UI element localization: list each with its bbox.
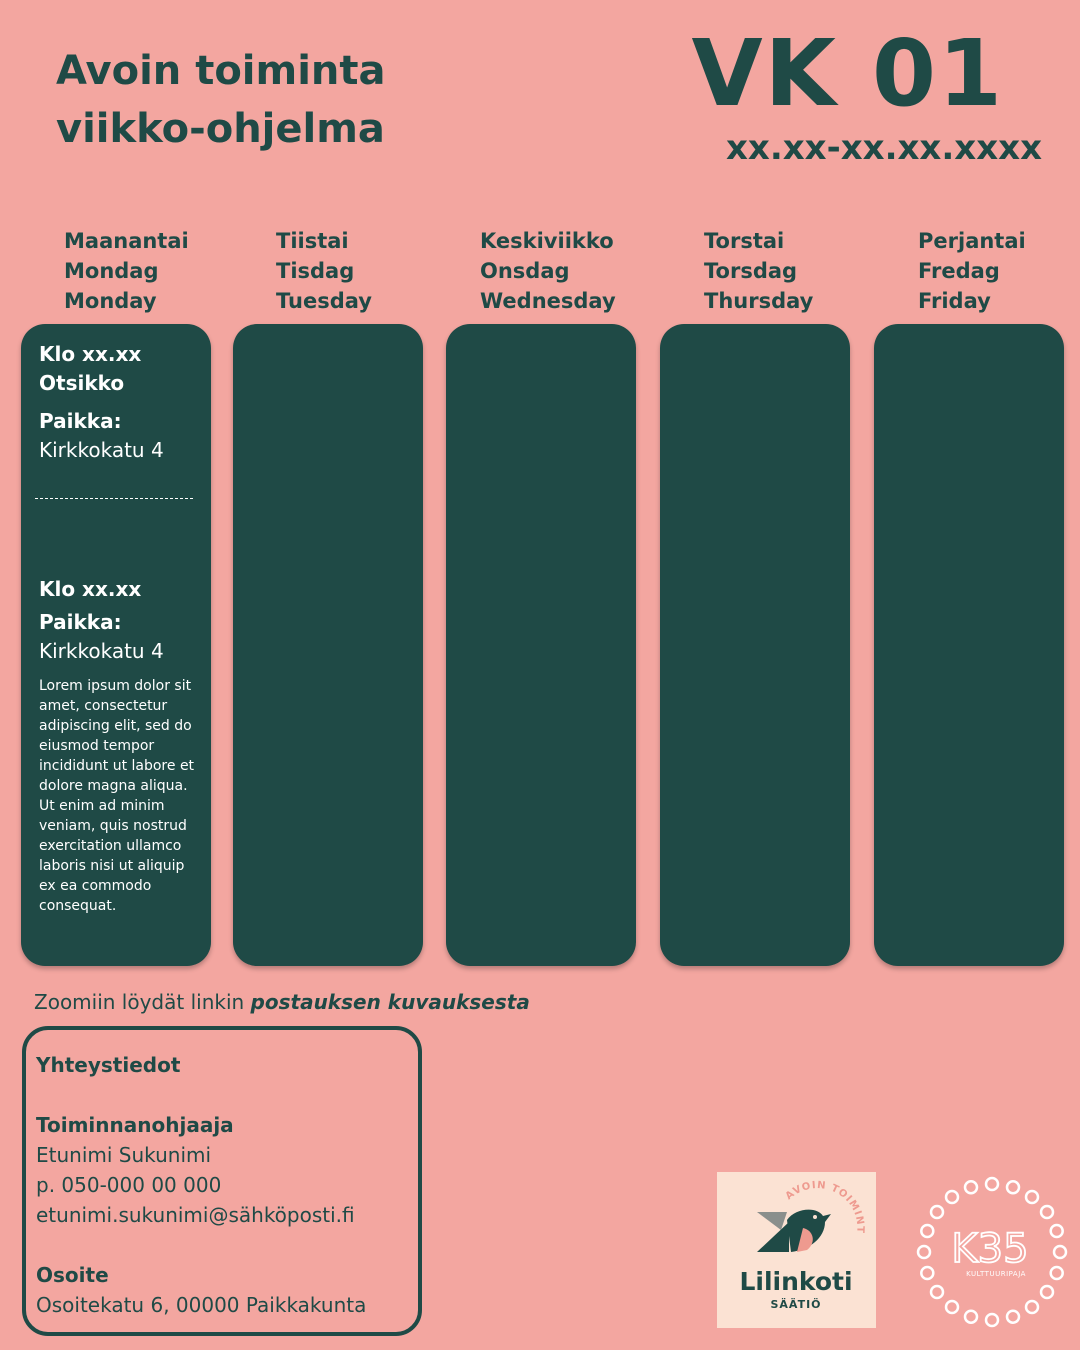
k35-ring-dot bbox=[1041, 1286, 1053, 1298]
k35-ring-dot bbox=[1054, 1246, 1066, 1258]
k35-ring-dot bbox=[921, 1225, 933, 1237]
day-name-fi: Maanantai bbox=[64, 229, 189, 253]
event-place: Kirkkokatu 4 bbox=[39, 438, 164, 462]
event-card bbox=[39, 575, 199, 916]
day-name-fi: Keskiviikko bbox=[480, 229, 614, 253]
k35-mark: K35 bbox=[951, 1226, 1029, 1272]
event-description: Lorem ipsum dolor sit amet, consectetur adipiscing elit, sed do eiusmod tempor incididunt ut labore et dolore magna aliqua. Ut enim ad minim veniam, quis nostrud exercitation ullamco laboris nisi ut aliquip ex ea commodo consequat. bbox=[39, 678, 195, 914]
day-name-sv: Torsdag bbox=[704, 259, 798, 283]
day-name-en: Tuesday bbox=[276, 289, 372, 313]
divider bbox=[35, 498, 193, 499]
day-name-en: Wednesday bbox=[480, 289, 616, 313]
day-column-tuesday bbox=[233, 324, 423, 966]
contact-email: etunimi.sukunimi@sähköposti.fi bbox=[36, 1203, 355, 1227]
k35-ring-dot bbox=[931, 1286, 943, 1298]
k35-icon bbox=[908, 1168, 1076, 1336]
k35-ring-dot bbox=[1026, 1191, 1038, 1203]
day-name-sv: Tisdag bbox=[276, 259, 355, 283]
day-name-sv: Mondag bbox=[64, 259, 159, 283]
lilinkoti-logo bbox=[717, 1172, 876, 1328]
event-heading: Otsikko bbox=[39, 371, 125, 395]
day-column-thursday bbox=[660, 324, 850, 966]
event-place: Kirkkokatu 4 bbox=[39, 639, 164, 663]
page-title bbox=[56, 42, 386, 158]
day-name-fi: Torstai bbox=[704, 229, 785, 253]
day-header-monday bbox=[64, 226, 189, 316]
k35-ring-dot bbox=[918, 1246, 930, 1258]
day-column-wednesday bbox=[446, 324, 636, 966]
day-header-tuesday bbox=[276, 226, 372, 316]
logo-name: Lilinkoti bbox=[739, 1267, 853, 1296]
k35-ring-dot bbox=[946, 1301, 958, 1313]
day-header-thursday bbox=[704, 226, 813, 316]
day-column-friday bbox=[874, 324, 1064, 966]
k35-ring-dot bbox=[1051, 1267, 1063, 1279]
k35-ring-dot bbox=[1007, 1181, 1019, 1193]
event-place-label: Paikka: bbox=[39, 610, 122, 634]
contact-box bbox=[22, 1026, 422, 1336]
logo-subtitle: SÄÄTIÖ bbox=[770, 1298, 822, 1311]
event-place-label: Paikka: bbox=[39, 409, 122, 433]
k35-subtitle: KULTTUURIPAJA bbox=[966, 1270, 1026, 1278]
day-header-friday bbox=[918, 226, 1026, 316]
day-column-monday bbox=[21, 324, 211, 966]
day-name-fi: Perjantai bbox=[918, 229, 1026, 253]
k35-ring-dot bbox=[965, 1311, 977, 1323]
k35-ring-dot bbox=[1051, 1225, 1063, 1237]
k35-ring-dot bbox=[931, 1206, 943, 1218]
title-line-1: Avoin toiminta bbox=[56, 48, 386, 94]
day-header-wednesday bbox=[480, 226, 616, 316]
week-number: VK 01 bbox=[691, 20, 1004, 127]
zoom-note bbox=[34, 990, 530, 1014]
k35-logo bbox=[908, 1168, 1076, 1336]
day-name-sv: Onsdag bbox=[480, 259, 570, 283]
k35-ring-dot bbox=[1007, 1311, 1019, 1323]
contact-name: Etunimi Sukunimi bbox=[36, 1143, 212, 1167]
bird-icon bbox=[717, 1172, 876, 1328]
event-card bbox=[39, 340, 199, 465]
event-time: Klo xx.xx bbox=[39, 577, 142, 601]
day-name-en: Monday bbox=[64, 289, 157, 313]
k35-ring-dot bbox=[1026, 1301, 1038, 1313]
day-name-en: Thursday bbox=[704, 289, 814, 313]
day-name-sv: Fredag bbox=[918, 259, 1000, 283]
contact-heading: Yhteystiedot bbox=[36, 1053, 181, 1077]
day-name-en: Friday bbox=[918, 289, 991, 313]
week-dates: xx.xx-xx.xx.xxxx bbox=[725, 128, 1042, 168]
logo-arc-text: AVOIN TOIMINT bbox=[783, 1179, 866, 1234]
k35-ring-dot bbox=[986, 1314, 998, 1326]
address-label: Osoite bbox=[36, 1263, 109, 1287]
contact-phone: p. 050-000 00 000 bbox=[36, 1173, 222, 1197]
day-name-fi: Tiistai bbox=[276, 229, 349, 253]
address: Osoitekatu 6, 00000 Paikkakunta bbox=[36, 1293, 367, 1317]
zoom-note-emphasis: postauksen kuvauksesta bbox=[250, 990, 530, 1014]
zoom-note-text: Zoomiin löydät linkin bbox=[34, 990, 251, 1014]
contact-role: Toiminnanohjaaja bbox=[36, 1113, 234, 1137]
event-time: Klo xx.xx bbox=[39, 342, 142, 366]
k35-ring-dot bbox=[965, 1181, 977, 1193]
k35-ring-dot bbox=[921, 1267, 933, 1279]
title-line-2: viikko-ohjelma bbox=[56, 106, 385, 152]
k35-ring-dot bbox=[986, 1178, 998, 1190]
k35-ring-dot bbox=[946, 1191, 958, 1203]
k35-ring-dot bbox=[1041, 1206, 1053, 1218]
